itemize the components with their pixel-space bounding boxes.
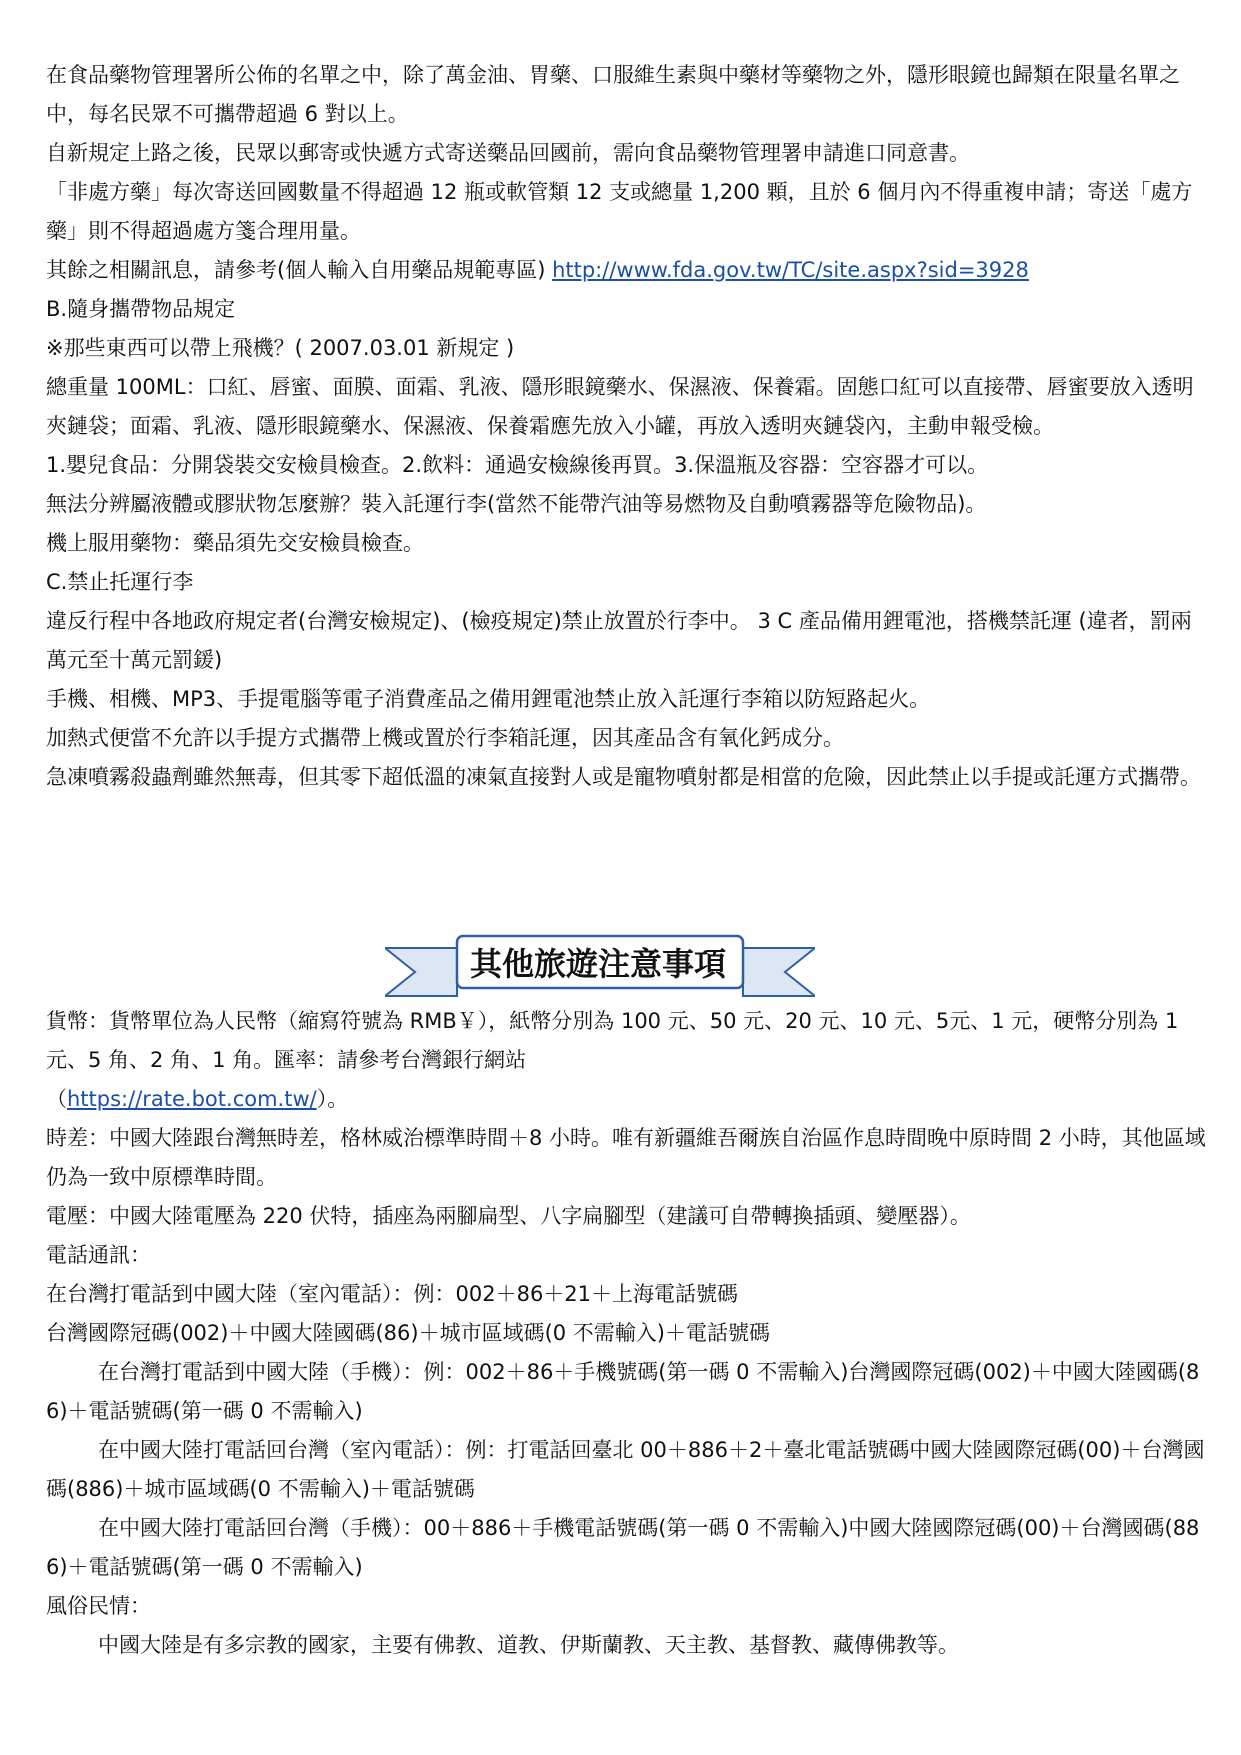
- paragraph: 在食品藥物管理署所公佈的名單之中，除了萬金油、胃藥、口服維生素與中藥材等藥物之外，隱形眼鏡也歸類在限量名單之中，每名民眾不可攜帶超過 6 對以上。: [46, 63, 1180, 126]
- rate-paragraph: [46, 1080, 1206, 1119]
- heading: B.隨身攜帶物品規定: [46, 297, 236, 321]
- info-prefix: 其餘之相關訊息，請參考(個人輸入自用藥品規範專區): [46, 258, 553, 282]
- fda-link[interactable]: http://www.fda.gov.tw/TC/site.aspx?sid=3928: [552, 258, 1029, 282]
- phone-example-c: 在中國大陸打電話回台灣（室內電話）：例：打電話回臺北 00＋886＋2＋臺北電話號碼中國大陸國際冠碼(00)＋台灣國碼(886)＋城市區域碼(0 不需輸入)＋電話號碼: [46, 1438, 1205, 1501]
- banner-title: 其他旅遊注意事項: [469, 945, 726, 983]
- customs-rules-section: [46, 56, 1206, 797]
- paragraph: 機上服用藥物：藥品須先交安檢員檢查。: [46, 531, 424, 555]
- paragraph: [46, 251, 1206, 290]
- paragraph: 違反行程中各地政府規定者(台灣安檢規定)、(檢疫規定)禁止放置於行李中。 3 C 產品備用鋰電池，搭機禁託運 (違者，罰兩萬元至十萬元罰鍰): [46, 609, 1192, 672]
- timezone-paragraph: 時差：中國大陸跟台灣無時差，格林威治標準時間＋8 小時。唯有新疆維吾爾族自治區作息時間晚中原時間 2 小時，其他區域仍為一致中原標準時間。: [46, 1126, 1206, 1189]
- paragraph: 無法分辨屬液體或膠狀物怎麼辦？裝入託運行李(當然不能帶汽油等易燃物及自動噴霧器等危險物品)。: [46, 492, 987, 516]
- paragraph: 1.嬰兒食品：分開袋裝交安檢員檢查。2.飲料：通過安檢線後再買。3.保溫瓶及容器：空容器才可以。: [46, 453, 989, 477]
- customs-heading: 風俗民情：: [46, 1594, 151, 1618]
- paragraph: 急凍噴霧殺蟲劑雖然無毒，但其零下超低溫的凍氣直接對人或是寵物噴射都是相當的危險，因此禁止以手提或託運方式攜帶。: [46, 765, 1201, 789]
- paragraph: ※那些東西可以帶上飛機？( 2007.03.01 新規定 ): [46, 336, 515, 360]
- paragraph: 手機、相機、MP3、手提電腦等電子消費產品之備用鋰電池禁止放入託運行李箱以防短路起火。: [46, 687, 931, 711]
- phone-example-d: 在中國大陸打電話回台灣（手機）：00＋886＋手機電話號碼(第一碼 0 不需輸入)中國大陸國際冠碼(00)＋台灣國碼(886)＋電話號碼(第一碼 0 不需輸入): [46, 1516, 1200, 1579]
- customs-paragraph: 中國大陸是有多宗教的國家，主要有佛教、道教、伊斯蘭教、天主教、基督教、藏傳佛教等。: [98, 1633, 959, 1657]
- phone-example-a1: 在台灣打電話到中國大陸（室內電話）：例：002＋86＋21＋上海電話號碼: [46, 1282, 739, 1306]
- paragraph: 自新規定上路之後，民眾以郵寄或快遞方式寄送藥品回國前，需向食品藥物管理署申請進口同意書。: [46, 141, 970, 165]
- paragraph: 總重量 100ML：口紅、唇蜜、面膜、面霜、乳液、隱形眼鏡藥水、保濕液、保養霜。固態口紅可以直接帶、唇蜜要放入透明夾鏈袋；面霜、乳液、隱形眼鏡藥水、保濕液、保養霜應先放入小罐，再放入透明夾鏈袋內，主動申報受檢。: [46, 375, 1194, 438]
- rate-suffix: ）。: [316, 1087, 349, 1111]
- phone-example-a2: 台灣國際冠碼(002)＋中國大陸國碼(86)＋城市區域碼(0 不需輸入)＋電話號碼: [46, 1321, 770, 1345]
- phone-heading: 電話通訊：: [46, 1243, 151, 1267]
- voltage-paragraph: 電壓：中國大陸電壓為 220 伏特，插座為兩腳扁型、八字扁腳型（建議可自帶轉換插頭、變壓器）。: [46, 1204, 971, 1228]
- paragraph: 「非處方藥」每次寄送回國數量不得超過 12 瓶或軟管類 12 支或總量 1,200 顆，且於 6 個月內不得重複申請；寄送「處方藥」則不得超過處方箋合理用量。: [46, 180, 1193, 243]
- paragraph: 加熱式便當不允許以手提方式攜帶上機或置於行李箱託運，因其產品含有氧化鈣成分。: [46, 726, 844, 750]
- currency-paragraph: 貨幣：貨幣單位為人民幣（縮寫符號為 RMB￥），紙幣分別為 100 元、50 元、20 元、10 元、5元、1 元，硬幣分別為 1 元、5 角、2 角、1 角。匯率：請參考台灣銀行網站: [46, 1009, 1179, 1072]
- phone-example-b: 在台灣打電話到中國大陸（手機）：例：002＋86＋手機號碼(第一碼 0 不需輸入)台灣國際冠碼(002)＋中國大陸國碼(86)＋電話號碼(第一碼 0 不需輸入): [46, 1360, 1200, 1423]
- travel-notes-section: [46, 1002, 1206, 1665]
- rate-prefix: （: [46, 1087, 67, 1111]
- section-banner: [385, 930, 815, 1010]
- bank-rate-link[interactable]: https://rate.bot.com.tw/: [67, 1087, 317, 1111]
- heading: C.禁止托運行李: [46, 570, 194, 594]
